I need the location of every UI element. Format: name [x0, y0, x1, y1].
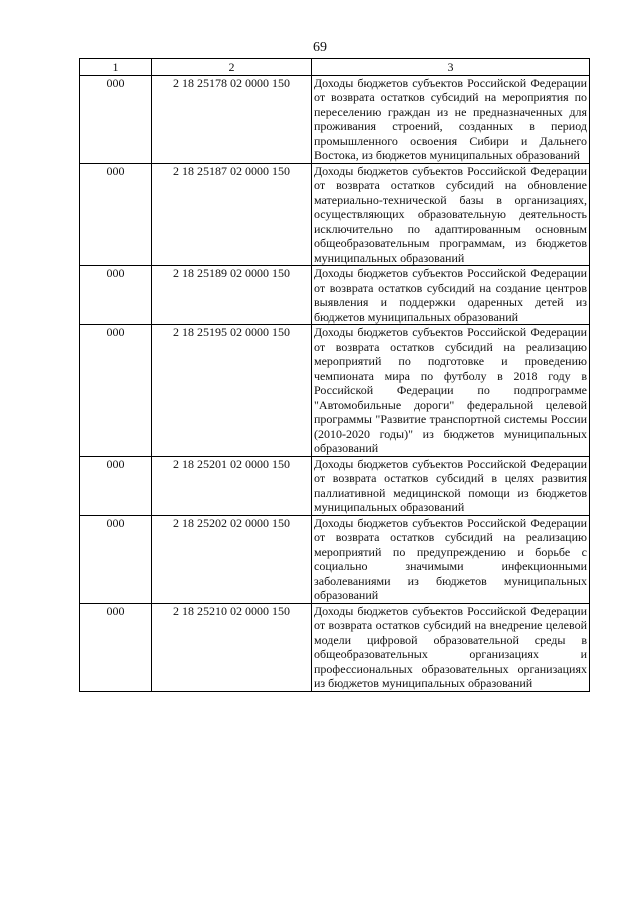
admin-code-cell: 000	[80, 603, 152, 691]
table-row	[80, 75, 590, 163]
header-col-1: 1	[80, 59, 152, 76]
income-description-cell: Доходы бюджетов субъектов Российской Федерации от возврата остатков субсидий на внедрение целевой модели цифровой образовательной среды в общеобразовательных организациях и профессиональных образовательных организациях из бюджетов муниципальных образований	[312, 603, 590, 691]
table-row	[80, 325, 590, 457]
budget-code-cell: 2 18 25202 02 0000 150	[152, 515, 312, 603]
table-row	[80, 456, 590, 515]
page-number: 69	[313, 40, 327, 55]
table-row	[80, 603, 590, 691]
income-description-cell: Доходы бюджетов субъектов Российской Федерации от возврата остатков субсидий в целях развития паллиативной медицинской помощи из бюджетов муниципальных образований	[312, 456, 590, 515]
admin-code-cell: 000	[80, 325, 152, 457]
admin-code-cell: 000	[80, 163, 152, 266]
budget-classification-table	[79, 58, 590, 692]
income-description-cell: Доходы бюджетов субъектов Российской Федерации от возврата остатков субсидий на обновление материально-технической базы в организациях, осуществляющих образовательную деятельность исключительно по адаптированным основным общеобразовательным программам, из бюджетов муниципальных образований	[312, 163, 590, 266]
table-row	[80, 515, 590, 603]
budget-code-cell: 2 18 25187 02 0000 150	[152, 163, 312, 266]
admin-code-cell: 000	[80, 266, 152, 325]
admin-code-cell: 000	[80, 456, 152, 515]
income-description-cell: Доходы бюджетов субъектов Российской Федерации от возврата остатков субсидий на реализацию мероприятий по подготовке и проведению чемпионата мира по футболу в 2018 году в Российской Федерации по подпрограмме "Автомобильные дороги" федеральной целевой программы "Развитие транспортной системы России (2010-2020 годы)" из бюджетов муниципальных образований	[312, 325, 590, 457]
table-row	[80, 266, 590, 325]
budget-code-cell: 2 18 25189 02 0000 150	[152, 266, 312, 325]
admin-code-cell: 000	[80, 75, 152, 163]
budget-code-cell: 2 18 25178 02 0000 150	[152, 75, 312, 163]
income-description-cell: Доходы бюджетов субъектов Российской Федерации от возврата остатков субсидий на мероприятия по переселению граждан из не предназначенных для проживания строений, созданных в период промышленного освоения Сибири и Дальнего Востока, из бюджетов муниципальных образований	[312, 75, 590, 163]
budget-code-cell: 2 18 25210 02 0000 150	[152, 603, 312, 691]
budget-code-cell: 2 18 25195 02 0000 150	[152, 325, 312, 457]
header-col-3: 3	[312, 59, 590, 76]
table-row	[80, 163, 590, 266]
admin-code-cell: 000	[80, 515, 152, 603]
income-description-cell: Доходы бюджетов субъектов Российской Федерации от возврата остатков субсидий на реализацию мероприятий по предупреждению и борьбе с социально значимыми инфекционными заболеваниями из бюджетов муниципальных образований	[312, 515, 590, 603]
header-col-2: 2	[152, 59, 312, 76]
budget-code-cell: 2 18 25201 02 0000 150	[152, 456, 312, 515]
income-description-cell: Доходы бюджетов субъектов Российской Федерации от возврата остатков субсидий на создание центров выявления и поддержки одаренных детей из бюджетов муниципальных образований	[312, 266, 590, 325]
table-header-row	[80, 59, 590, 76]
